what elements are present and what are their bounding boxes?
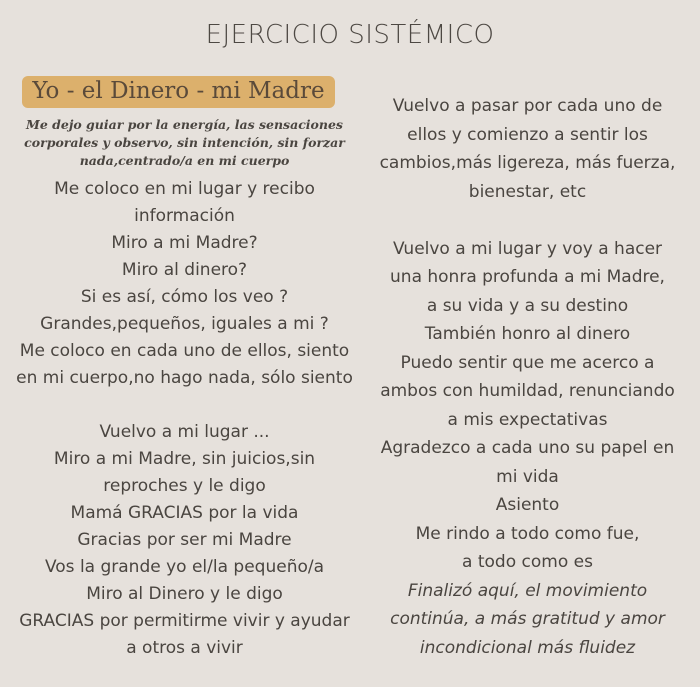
text-line: Grandes,pequeños, iguales a mi ? [40, 314, 329, 334]
text-line: Si es así, cómo los veo ? [80, 287, 289, 307]
text-line: Miro a mi Madre, sin juicios,sin [53, 449, 316, 469]
text-line: GRACIAS por permitirme vivir y ayudar [19, 611, 350, 631]
topic-badge: Yo - el Dinero - mi Madre [22, 76, 334, 108]
text-line: en mi cuerpo,no hago nada, sólo siento [16, 368, 353, 388]
text-line: continúa, a más gratitud y amor [390, 609, 665, 629]
text-line: Gracias por ser mi Madre [77, 530, 292, 550]
text-line: reproches y le digo [103, 476, 266, 496]
text-line: Me coloco en mi lugar y recibo [54, 179, 315, 199]
text-line: Vos la grande yo el/la pequeño/a [44, 557, 325, 577]
text-line: Finalizó aquí, el movimiento [407, 580, 648, 601]
text-line: Mamá GRACIAS por la vida [70, 503, 299, 523]
text-line: mi vida [496, 466, 559, 487]
text-line: a otros a vivir [126, 638, 243, 658]
text-line: cambios,más ligereza, más fuerza, [379, 153, 676, 173]
text-line: Puedo sentir que me acerco a [400, 352, 655, 373]
text-line: Vuelvo a mi lugar y voy a hacer [392, 238, 663, 259]
right-text-block [365, 92, 690, 577]
left-text-block [12, 176, 357, 662]
text-line: Miro al dinero? [121, 260, 248, 280]
text-line: una honra profunda a mi Madre, [390, 267, 665, 287]
spacer [365, 206, 690, 235]
page-title: EJERCICIO SISTÉMICO [205, 20, 495, 50]
text-line: Vuelvo a mi lugar ... [99, 422, 270, 442]
text-line: bienestar, etc [468, 181, 587, 202]
text-line: Agradezco a cada uno su papel en [380, 438, 675, 458]
text-line: Asiento [495, 495, 560, 515]
text-line: Me coloco en cada uno de ellos, siento [19, 341, 350, 361]
text-line: a mis expectativas [447, 409, 608, 430]
text-line: Vuelvo a pasar por cada uno de [392, 96, 663, 116]
left-column [12, 76, 357, 662]
text-line: información [134, 206, 235, 226]
text-line: Miro al Dinero y le digo [86, 584, 283, 604]
text-line: Me rindo a todo como fue, [415, 523, 640, 544]
text-line: También honro al dinero [424, 324, 631, 344]
text-line: incondicional más fluidez [419, 637, 636, 658]
text-line: a todo como es [462, 552, 593, 572]
right-column [365, 92, 690, 662]
text-line: Miro a mi Madre? [111, 233, 258, 253]
text-line: ambos con humildad, renunciando [380, 381, 675, 401]
text-line: a su vida y a su destino [426, 295, 629, 316]
text-line: ellos y comienzo a sentir los [407, 124, 648, 145]
subtitle: Me dejo guiar por la energía, las sensaciones corporales y observo, sin intención, sin forzar nada,centrado/a en mi cuerpo [24, 117, 345, 168]
spacer [12, 392, 357, 419]
closing-text-block [365, 577, 690, 663]
